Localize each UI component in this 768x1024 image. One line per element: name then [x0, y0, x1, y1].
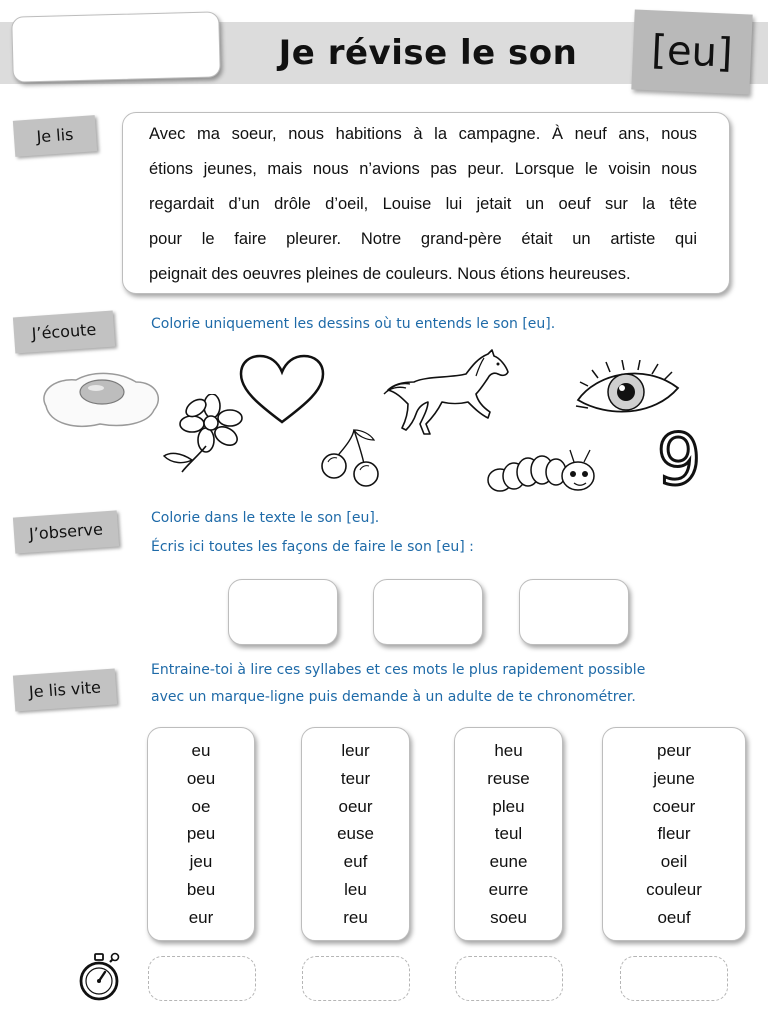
eye-picture[interactable]	[574, 360, 684, 422]
reading-text-box	[122, 112, 730, 294]
section-tag-listen: J’écoute	[13, 311, 115, 354]
syllable-item: oeu	[186, 768, 216, 788]
time-entry-box[interactable]	[620, 956, 728, 1001]
fast-reading-instruction-2: avec un marque-ligne puis demande à un adulte de te chronométrer.	[151, 689, 636, 705]
syllable-item: beu	[186, 879, 216, 899]
spelling-answer-box[interactable]	[373, 579, 483, 645]
word-item: fleur	[657, 824, 691, 844]
syllable-item: jeu	[189, 852, 213, 872]
time-entry-box[interactable]	[148, 956, 256, 1001]
syllable-column-2	[301, 727, 410, 941]
cherries-picture[interactable]	[318, 426, 384, 488]
syllable-item: soeu	[490, 907, 527, 927]
word-column-4	[602, 727, 746, 941]
flower-picture[interactable]	[160, 394, 244, 474]
syllable-item: leu	[344, 879, 367, 899]
section-tag-observe: J’observe	[13, 510, 119, 553]
syllable-item: reuse	[487, 768, 530, 788]
syllable-item: eune	[489, 852, 528, 872]
observe-instruction-1: Colorie dans le texte le son [eu].	[151, 510, 380, 526]
caterpillar-picture[interactable]	[486, 448, 604, 494]
section-tag-read: Je lis	[13, 115, 97, 157]
syllable-item: oeur	[338, 796, 373, 816]
syllable-item: oe	[191, 796, 211, 816]
syllable-item: heu	[494, 741, 523, 760]
listen-instruction: Colorie uniquement les dessins où tu entends le son [eu].	[151, 316, 556, 332]
fast-reading-instruction-1: Entraine-toi à lire ces syllabes et ces mots le plus rapidement possible	[151, 662, 646, 678]
syllable-column-1	[147, 727, 255, 941]
reading-line: pour le faire pleurer. Notre grand-père était un artiste qui	[149, 230, 697, 248]
spelling-answer-box[interactable]	[228, 579, 338, 645]
word-item: jeune	[653, 768, 695, 788]
reading-line: Avec ma soeur, nous habitions à la campagne. À neuf ans, nous	[149, 125, 697, 143]
word-item: oeuf	[657, 907, 691, 927]
word-item: oeil	[660, 852, 688, 872]
name-field[interactable]	[11, 11, 221, 82]
syllable-item: eur	[188, 907, 214, 927]
time-entry-box[interactable]	[455, 956, 563, 1001]
syllable-item: leur	[341, 741, 370, 760]
word-item: couleur	[646, 879, 702, 899]
fried-egg-picture[interactable]	[36, 368, 164, 432]
syllable-item: euse	[337, 824, 374, 844]
page-title: Je révise le son	[278, 33, 578, 73]
time-entry-box[interactable]	[302, 956, 410, 1001]
syllable-item: eurre	[488, 879, 529, 899]
syllable-item: teur	[340, 768, 371, 788]
word-item: peur	[656, 741, 692, 760]
nine-digit: 9	[656, 424, 702, 492]
number-nine-picture[interactable]	[652, 424, 706, 492]
syllable-item: pleu	[492, 796, 525, 816]
reading-line: étions jeunes, mais nous n’avions pas peur. Lorsque le voisin nous	[149, 160, 697, 178]
syllable-item: eu	[191, 741, 211, 760]
section-tag-fast-reading: Je lis vite	[13, 668, 117, 711]
syllable-item: euf	[343, 852, 368, 872]
word-item: coeur	[652, 796, 696, 816]
horse-picture[interactable]	[380, 348, 512, 440]
syllable-item: teul	[494, 824, 523, 844]
reading-line: peignait des oeuvres pleines de couleurs. Nous étions heureuses.	[149, 265, 631, 283]
syllable-item: peu	[186, 824, 216, 844]
stopwatch-icon	[78, 952, 120, 1002]
sound-label: [eu]	[631, 9, 752, 94]
reading-line: regardait d’un drôle d’oeil, Louise lui jetait un oeuf sur la tête	[149, 195, 697, 213]
syllable-item: reu	[343, 907, 368, 927]
spelling-answer-box[interactable]	[519, 579, 629, 645]
observe-instruction-2: Écris ici toutes les façons de faire le son [eu] :	[151, 539, 474, 555]
heart-picture[interactable]	[238, 354, 326, 426]
syllable-column-3	[454, 727, 563, 941]
